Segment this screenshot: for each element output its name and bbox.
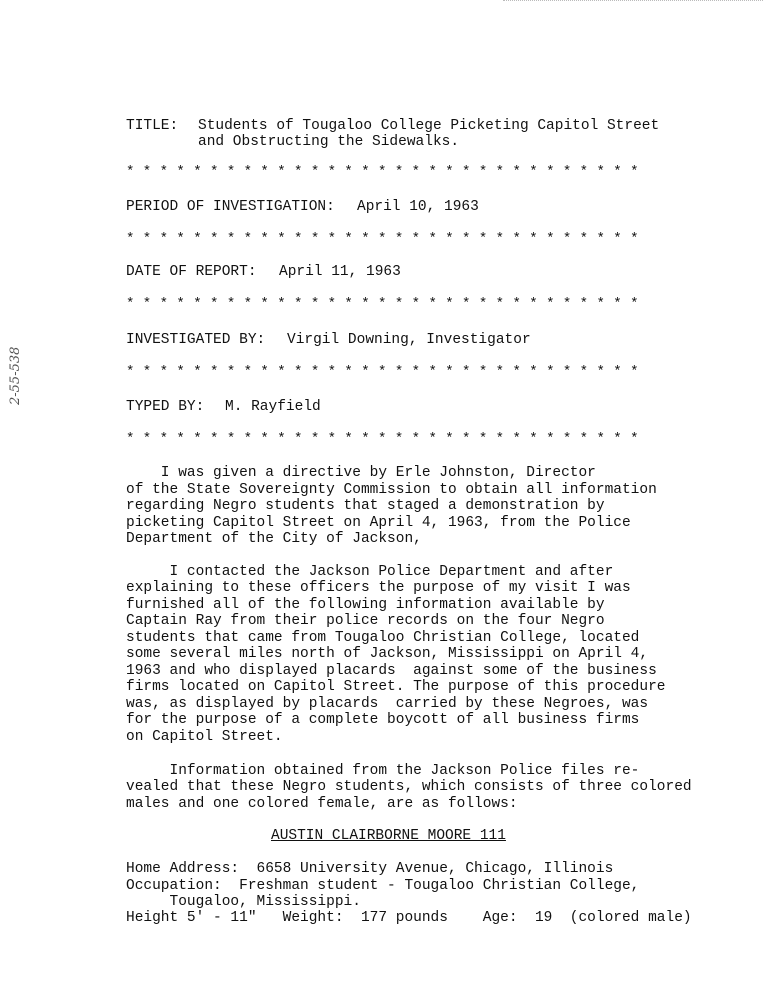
investigated-label: INVESTIGATED BY: — [126, 332, 266, 348]
typed-label: TYPED BY: — [126, 399, 205, 415]
subject-occupation: Occupation: Freshman student - Tougaloo Christian College, — [126, 878, 640, 894]
separator: * * * * * * * * * * * * * * * * * * * * * * * * * * * * * * * — [126, 231, 639, 247]
body-line: Information obtained from the Jackson Police files re- — [126, 763, 640, 779]
title-line-2: and Obstructing the Sidewalks. — [198, 134, 460, 150]
separator: * * * * * * * * * * * * * * * * * * * * * * * * * * * * * * * — [126, 364, 639, 380]
subject-occupation-cont: Tougaloo, Mississippi. — [126, 894, 361, 910]
body-line: I was given a directive by Erle Johnston, Director — [126, 465, 596, 481]
margin-handwritten-note: 2-55-538 — [8, 346, 23, 405]
title-line-1: Students of Tougaloo College Picketing Capitol Street — [198, 118, 660, 134]
body-line: 1963 and who displayed placards against some of the business — [126, 663, 657, 679]
body-line: vealed that these Negro students, which consists of three colored — [126, 779, 692, 795]
subject-home-address: Home Address: 6658 University Avenue, Chicago, Illinois — [126, 861, 614, 877]
investigated-value: Virgil Downing, Investigator — [287, 332, 531, 348]
body-line: was, as displayed by placards carried by these Negroes, was — [126, 696, 649, 712]
period-value: April 10, 1963 — [357, 199, 479, 215]
subject-name: AUSTIN CLAIRBORNE MOORE 111 — [271, 828, 506, 844]
scan-edge-dots — [503, 0, 763, 1]
body-line: males and one colored female, are as follows: — [126, 796, 518, 812]
subject-stats: Height 5' - 11" Weight: 177 pounds Age: 19 (colored male) — [126, 910, 692, 926]
body-line: students that came from Tougaloo Christian College, located — [126, 630, 640, 646]
separator: * * * * * * * * * * * * * * * * * * * * * * * * * * * * * * * — [126, 164, 639, 180]
body-line: I contacted the Jackson Police Department and after — [126, 564, 614, 580]
separator: * * * * * * * * * * * * * * * * * * * * * * * * * * * * * * * — [126, 296, 639, 312]
body-line: explaining to these officers the purpose of my visit I was — [126, 580, 631, 596]
body-line: furnished all of the following information available by — [126, 597, 605, 613]
period-label: PERIOD OF INVESTIGATION: — [126, 199, 335, 215]
typed-value: M. Rayfield — [225, 399, 321, 415]
date-label: DATE OF REPORT: — [126, 264, 257, 280]
body-line: Captain Ray from their police records on the four Negro — [126, 613, 605, 629]
title-label: TITLE: — [126, 118, 179, 134]
body-line: firms located on Capitol Street. The purpose of this procedure — [126, 679, 666, 695]
body-line: Department of the City of Jackson, — [126, 531, 422, 547]
body-line: some several miles north of Jackson, Mississippi on April 4, — [126, 646, 649, 662]
body-line: for the purpose of a complete boycott of all business firms — [126, 712, 640, 728]
date-value: April 11, 1963 — [279, 264, 401, 280]
body-line: picketing Capitol Street on April 4, 1963, from the Police — [126, 515, 631, 531]
body-line: of the State Sovereignty Commission to obtain all information — [126, 482, 657, 498]
separator: * * * * * * * * * * * * * * * * * * * * * * * * * * * * * * * — [126, 431, 639, 447]
body-line: regarding Negro students that staged a demonstration by — [126, 498, 605, 514]
body-line: on Capitol Street. — [126, 729, 283, 745]
